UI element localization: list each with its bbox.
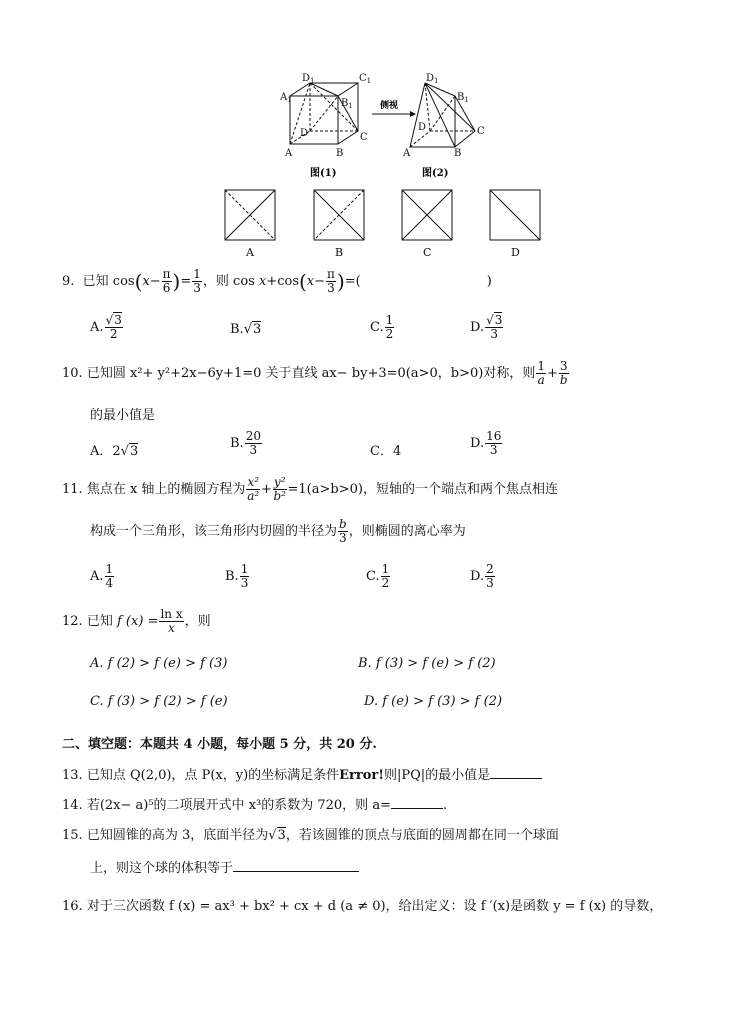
label-A: A xyxy=(285,148,293,159)
option-label-C: C xyxy=(423,246,432,259)
label-C1: $C_1$ xyxy=(359,73,372,85)
q13-answer-blank[interactable] xyxy=(490,766,542,779)
q11-option-a[interactable]: A. $\frac{1}{4}$ xyxy=(90,562,114,591)
q9-option-b[interactable]: B.√3 xyxy=(230,322,262,337)
q12-option-a[interactable]: A. f (2) > f (e) > f (3) xyxy=(90,656,228,671)
question-15: 15. 已知圆锥的高为 3，底面半径为√3，若该圆锥的顶点与底面的圆周都在同一个球面 xyxy=(62,828,559,843)
q9-option-d[interactable]: D. $\frac{√3}{3}$ xyxy=(470,313,503,342)
question-12: 12. 已知 f (x) = $\frac{\text{ln x}}{x}$ ，则 xyxy=(62,607,211,636)
option-label-D: D xyxy=(511,246,520,259)
label-B1: $B_1$ xyxy=(341,98,353,110)
arrow-label: 侧视 xyxy=(380,101,399,111)
question-13: 13. 已知点 Q(2,0)，点 P(x，y)的坐标满足条件Error!则|PQ|的最小值是 xyxy=(62,764,542,783)
question-10-line2: 的最小值是 xyxy=(90,408,156,423)
q10-option-b[interactable]: B. $\frac{20}{3}$ xyxy=(230,429,261,458)
caption-fig2: 图(2) xyxy=(422,168,449,179)
cube-figure xyxy=(270,70,500,185)
question-9: 9. 已知 cos(x− $\frac{\pi}{6}$ )= $\frac{1}{3}$ ，则 cos x+cos(x− $\frac{\pi}{3}$ )=( ) xyxy=(62,267,492,296)
cube-2 xyxy=(410,83,475,147)
label2-B1: $B_1$ xyxy=(457,92,469,104)
q10-option-c[interactable]: C．4 xyxy=(370,444,402,459)
question-10: 10. 已知圆 x²+ y²+2x−6y+1=0 关于直线 ax− by+3=0(a>0，b>0)对称，则 $\frac{1}{a}$ + $\frac{3}{b}$ xyxy=(62,359,568,388)
question-16: 16. 对于三次函数 f (x) = ax³ + bx² + cx + d (a ≠ 0)，给出定义：设 f ′(x)是函数 y = f (x) 的导数， xyxy=(62,899,663,914)
q12-option-d[interactable]: D. f (e) > f (3) > f (2) xyxy=(364,694,503,709)
question-11-line2: 构成一个三角形，该三角形内切圆的半径为 $\frac{b}{3}$ ，则椭圆的离心率为 xyxy=(90,517,466,546)
q11-option-d[interactable]: D. $\frac{2}{3}$ xyxy=(470,562,494,591)
label-D: D xyxy=(300,128,309,139)
q10-option-d[interactable]: D. $\frac{16}{3}$ xyxy=(470,429,502,458)
question-14: 14. 若(2x− a)⁵的二项展开式中 x³的系数为 720，则 a= . xyxy=(62,798,448,813)
view-options xyxy=(220,186,550,261)
label2-D1: $D_1$ xyxy=(426,73,439,85)
question-11: 11. 焦点在 x 轴上的椭圆方程为 $\frac{\text{x²}}{\text{a²}}$ + $\frac{\text{y²}}{\text{b²}}$ =1(a>b>0)，短轴的一个端点和两个焦点相连 xyxy=(62,475,558,504)
label-A1: $A_1$ xyxy=(280,92,292,104)
option-label-A: A xyxy=(246,246,254,259)
q14-answer-blank[interactable] xyxy=(391,796,443,809)
question-15-line2: 上，则这个球的体积等于 xyxy=(90,857,359,876)
q11-option-c[interactable]: C. $\frac{1}{2}$ xyxy=(366,562,390,591)
q12-option-c[interactable]: C. f (3) > f (2) > f (e) xyxy=(90,694,228,709)
q9-option-a[interactable]: A. $\frac{√3}{2}$ xyxy=(90,313,122,342)
option-label-B: B xyxy=(335,246,344,259)
q12-option-b[interactable]: B. f (3) > f (e) > f (2) xyxy=(358,656,496,671)
label2-D: D xyxy=(418,122,427,133)
q15-answer-blank[interactable] xyxy=(233,859,359,872)
label-D1: $D_1$ xyxy=(302,73,315,85)
label2-A: A xyxy=(403,148,411,159)
q11-option-b[interactable]: B. $\frac{1}{3}$ xyxy=(225,562,249,591)
label-B: B xyxy=(336,148,344,159)
q10-option-a[interactable]: A．2√3 xyxy=(90,444,139,459)
q9-option-c[interactable]: C. $\frac{1}{2}$ xyxy=(370,313,394,342)
caption-fig1: 图(1) xyxy=(310,168,337,179)
label2-B: B xyxy=(454,148,462,159)
label-C: C xyxy=(360,132,368,143)
label2-C: C xyxy=(477,126,485,137)
section-2-heading: 二、填空题：本题共 4 小题，每小题 5 分，共 20 分. xyxy=(62,737,377,752)
